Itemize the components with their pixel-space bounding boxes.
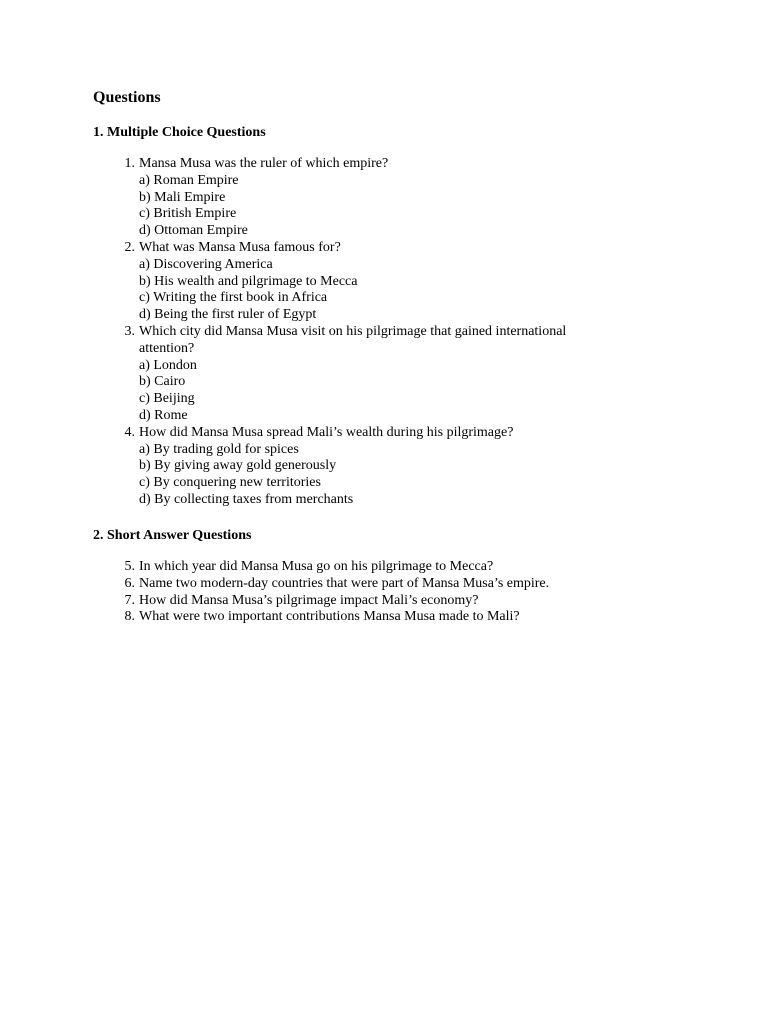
question-text: How did Mansa Musa spread Mali’s wealth during his pilgrimage? [139,424,514,440]
answer-option: b) Mali Empire [139,189,226,205]
section-heading-multiple-choice: 1. Multiple Choice Questions [93,125,266,140]
question-item [0,559,768,576]
answer-option: a) By trading gold for spices [139,441,299,457]
short-answer-list [0,559,768,626]
question-text: In which year did Mansa Musa go on his pilgrimage to Mecca? [139,559,494,574]
question-number: 4. [124,424,135,440]
answer-option: d) Ottoman Empire [139,223,248,239]
multiple-choice-list [0,156,768,509]
question-number: 7. [124,592,135,608]
question-text: Name two modern-day countries that were part of Mansa Musa’s empire. [139,575,550,591]
question-item [0,593,768,610]
question-number: 6. [124,575,135,591]
question-text: What was Mansa Musa famous for? [139,239,341,255]
question-number: 1. [124,156,135,171]
question-item [0,425,768,509]
answer-option: b) His wealth and pilgrimage to Mecca [139,273,358,289]
question-number: 5. [124,559,135,574]
question-item [0,240,768,324]
question-number: 2. [124,239,135,255]
answer-option: a) London [139,357,197,373]
page-title: Questions [93,89,161,106]
answer-option: b) By giving away gold generously [139,458,337,474]
answer-option: c) British Empire [139,206,237,222]
answer-option: c) Beijing [139,391,195,407]
answer-option: c) By conquering new territories [139,475,321,491]
section-heading-short-answer: 2. Short Answer Questions [93,528,252,543]
question-item [0,609,768,626]
answer-option: c) Writing the first book in Africa [139,290,328,306]
answer-option: b) Cairo [139,374,186,390]
question-text: Mansa Musa was the ruler of which empire? [139,156,389,171]
answer-option: d) Rome [139,407,188,423]
question-text: What were two important contributions Mansa Musa made to Mali? [139,609,520,625]
question-number: 8. [124,609,135,625]
question-text: Which city did Mansa Musa visit on his pilgrimage that gained international attention? [139,323,567,356]
question-item [0,576,768,593]
answer-option: d) Being the first ruler of Egypt [139,307,317,323]
answer-option: d) By collecting taxes from merchants [139,491,354,507]
answer-option: a) Roman Empire [139,172,239,188]
question-text: How did Mansa Musa’s pilgrimage impact Mali’s economy? [139,592,479,608]
question-number: 3. [124,323,135,339]
answer-option: a) Discovering America [139,256,273,272]
question-item [0,324,768,425]
question-item [0,156,768,240]
